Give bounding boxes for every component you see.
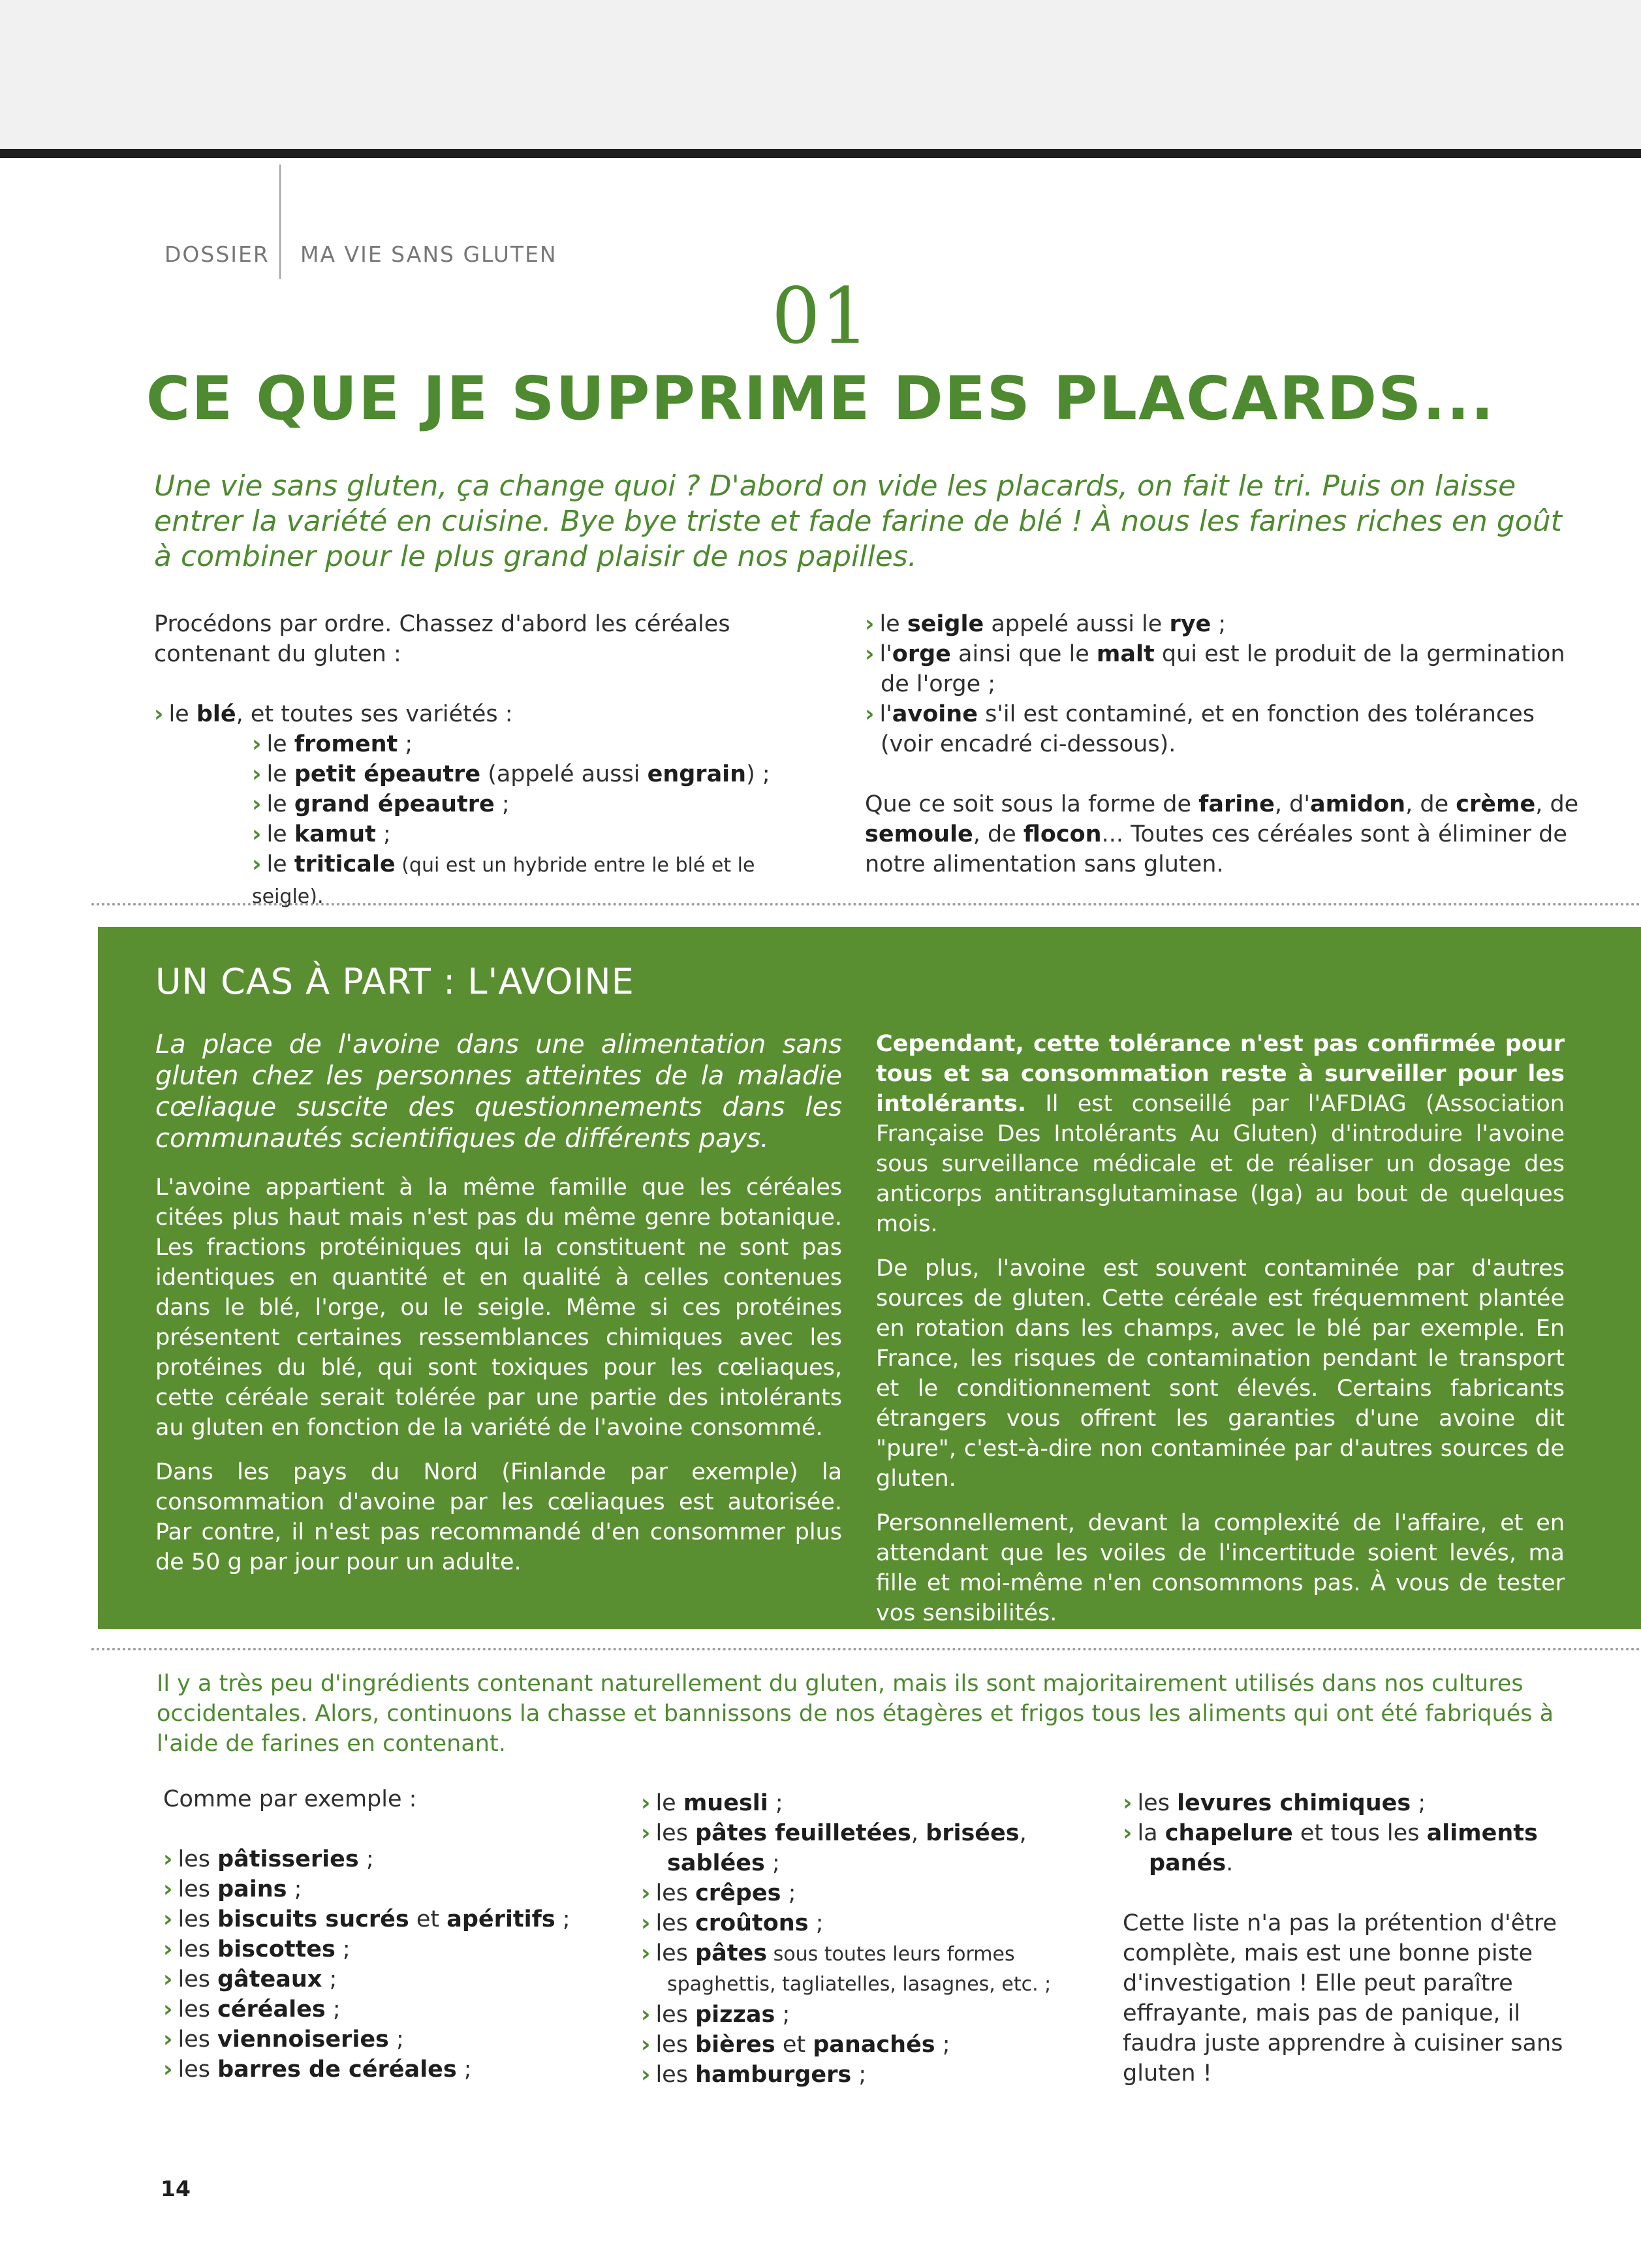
- dotted-divider: [91, 1648, 1641, 1650]
- examples-lead: Comme par exemple :: [163, 1786, 417, 1812]
- list-item: › les gâteaux ;: [163, 1966, 337, 1992]
- chevron-right-icon: ›: [865, 641, 875, 667]
- chevron-right-icon: ›: [163, 1966, 173, 1992]
- chevron-right-icon: ›: [163, 2026, 173, 2053]
- chevron-right-icon: ›: [865, 611, 875, 637]
- oats-paragraph: Dans les pays du Nord (Finlande par exemple) la consommation d'avoine par les cœliaques est autorisée. Par contre, il n'est pas recommandé d'en consommer plus de 50 g par jour pour un adulte.: [155, 1459, 842, 1575]
- list-item-continuation: spaghettis, tagliatelles, lasagnes, etc. ;: [667, 1973, 1052, 1996]
- list-item: › le froment ;: [252, 731, 413, 757]
- oats-paragraph: De plus, l'avoine est souvent contaminée par d'autres sources de gluten. Cette céréale est fréquemment plantée en rotation dans les champs, avec le blé par exemple. En France, les risques de contamination pendant le transport et le conditionnement sont élevés. Certains fabricants étrangers vous offrent les garanties d'une avoine dit "pure", c'est-à-dire non contaminée par d'autres sources de gluten.: [876, 1255, 1565, 1492]
- list-item: › les biscuits sucrés et apéritifs ;: [163, 1906, 570, 1932]
- list-item: › les pâtes feuilletées, brisées,: [641, 1820, 1027, 1846]
- list-item: › les croûtons ;: [641, 1910, 824, 1936]
- list-item: › le seigle appelé aussi le rye ;: [865, 611, 1227, 637]
- list-item: › les levures chimiques ;: [1123, 1790, 1426, 1816]
- chevron-right-icon: ›: [163, 2056, 173, 2083]
- list-item: › les barres de céréales ;: [163, 2056, 472, 2083]
- cereals-lead: Procédons par ordre. Chassez d'abord les céréales contenant du gluten :: [154, 611, 730, 667]
- list-item-continuation: (voir encadré ci-dessous).: [881, 731, 1176, 757]
- cereals-right-column: [865, 609, 1596, 879]
- chevron-right-icon: ›: [252, 821, 262, 847]
- list-item: › les pizzas ;: [641, 2002, 790, 2028]
- chevron-right-icon: ›: [154, 701, 164, 727]
- oats-paragraph: L'avoine appartient à la même famille que les céréales citées plus haut mais n'est pas du même genre botanique. Les fractions protéiniques qui la constituent ne sont pas identiques en quantité et en qualité à celles contenues dans le blé, l'orge, ou le seigle. Même si ces protéines présentent certaines ressemblances chimiques avec les protéines du blé, qui sont toxiques pour les cœliaques, cette céréale serait tolérée par une partie des intolérants au gluten en fonction de la variété de l'avoine consommé.: [155, 1174, 842, 1441]
- chevron-right-icon: ›: [252, 791, 262, 817]
- chevron-right-icon: ›: [1123, 1790, 1133, 1816]
- chevron-right-icon: ›: [641, 2002, 651, 2028]
- chevron-right-icon: ›: [163, 1996, 173, 2023]
- chevron-right-icon: ›: [252, 851, 262, 877]
- list-item: › le petit épeautre (appelé aussi engrain) ;: [252, 761, 770, 787]
- oats-paragraph: Personnellement, devant la complexité de l'affaire, et en attendant que les voiles de l'incertitude soient levés, ma fille et moi-même n'en consommons pas. À vous de tester vos sensibilités.: [876, 1510, 1565, 1626]
- list-item: › les hamburgers ;: [641, 2062, 867, 2088]
- chevron-right-icon: ›: [641, 1910, 651, 1936]
- list-item: › la chapelure et tous les aliments: [1123, 1820, 1538, 1846]
- list-item: › les crêpes ;: [641, 1880, 796, 1906]
- article-title: CE QUE JE SUPPRIME DES PLACARDS...: [146, 364, 1495, 433]
- list-item: › les pains ;: [163, 1876, 302, 1902]
- dotted-divider: [91, 903, 1641, 906]
- chevron-right-icon: ›: [641, 1880, 651, 1906]
- forms-paragraph: Que ce soit sous la forme de farine, d'amidon, de crème, de semoule, de flocon... Toutes ces céréales sont à éliminer de notre alimentation sans gluten.: [865, 791, 1579, 877]
- list-item: › l'avoine s'il est contaminé, et en fonction des tolérances: [865, 701, 1535, 727]
- list-item: › le muesli ;: [641, 1790, 783, 1816]
- oats-paragraph: Cependant, cette tolérance n'est pas confirmée pour tous et sa consommation reste à surveiller pour les intolérants. Il est conseillé par l'AFDIAG (Association Française Des Intolérants Au Gluten) d'introduire l'avoine sous surveillance médicale et de réaliser un dosage des anticorps antitransglutaminase (Iga) au bout de quelques mois.: [876, 1031, 1565, 1237]
- list-item: › les pâtisseries ;: [163, 1846, 374, 1872]
- oats-box-intro: La place de l'avoine dans une alimentation sans gluten chez les personnes atteintes de la maladie cœliaque suscite des questionnements dans les communautés scientifiques de différents pays.: [155, 1030, 842, 1154]
- header-divider: [279, 165, 281, 279]
- list-item: › l'orge ainsi que le malt qui est le produit de la germination: [865, 641, 1565, 667]
- list-item: › le blé, et toutes ses variétés :: [154, 701, 513, 727]
- chevron-right-icon: ›: [163, 1936, 173, 1962]
- list-item-continuation: panés.: [1149, 1850, 1234, 1876]
- chevron-right-icon: ›: [641, 1940, 651, 1966]
- article-number: 01: [771, 271, 870, 361]
- examples-column-2: [641, 1788, 1098, 2090]
- chevron-right-icon: ›: [641, 1790, 651, 1816]
- list-item: › les céréales ;: [163, 1996, 341, 2023]
- cereals-left-column: [154, 609, 807, 912]
- chevron-right-icon: ›: [252, 731, 262, 757]
- oats-box-left-column: [155, 1029, 842, 1592]
- subsection-label: MA VIE SANS GLUTEN: [300, 242, 557, 267]
- chevron-right-icon: ›: [163, 1846, 173, 1872]
- article-intro: Une vie sans gluten, ça change quoi ? D'abord on vide les placards, on fait le tri. Puis on laisse entrer la variété en cuisine. Bye bye triste et fade farine de blé ! À nous les farines riches en goût à combiner pour le plus grand plaisir de nos papilles.: [154, 469, 1562, 573]
- list-item-continuation: de l'orge ;: [881, 671, 996, 697]
- list-item-continuation: sablées ;: [667, 1850, 780, 1876]
- list-item: › les bières et panachés ;: [641, 2032, 950, 2058]
- chevron-right-icon: ›: [1123, 1820, 1133, 1846]
- page-top-edge: [0, 149, 1641, 158]
- chevron-right-icon: ›: [163, 1876, 173, 1902]
- chevron-right-icon: ›: [641, 2032, 651, 2058]
- list-item: › les biscottes ;: [163, 1936, 351, 1962]
- chevron-right-icon: ›: [641, 2062, 651, 2088]
- chevron-right-icon: ›: [865, 701, 875, 727]
- outro-paragraph: Il y a très peu d'ingrédients contenant naturellement du gluten, mais ils sont majoritairement utilisés dans nos cultures occidentales. Alors, continuons la chasse et bannissons de nos étagères et frigos tous les aliments qui ont été fabriqués à l'aide de farines en contenant.: [157, 1671, 1554, 1757]
- oats-box-title: UN CAS À PART : L'AVOINE: [155, 961, 634, 1002]
- examples-column-3: [1123, 1788, 1580, 2088]
- list-item: › le kamut ;: [252, 821, 391, 847]
- list-item: › les pâtes sous toutes leurs formes: [641, 1940, 1015, 1966]
- list-item: › le triticale (qui est un hybride entre le blé et le seigle).: [252, 851, 755, 908]
- list-note: Cette liste n'a pas la prétention d'être complète, mais est une bonne piste d'investigation ! Elle peut paraître effrayante, mais pas de panique, il faudra juste apprendre à cuisiner sans gluten !: [1123, 1910, 1563, 2087]
- chevron-right-icon: ›: [252, 761, 262, 787]
- scan-background: [0, 0, 1641, 149]
- chevron-right-icon: ›: [641, 1820, 651, 1846]
- examples-column-1: [163, 1784, 620, 2085]
- chevron-right-icon: ›: [163, 1906, 173, 1932]
- list-item: › les viennoiseries ;: [163, 2026, 404, 2053]
- list-item: › le grand épeautre ;: [252, 791, 510, 817]
- section-label: DOSSIER: [164, 242, 270, 267]
- page-number: 14: [161, 2176, 191, 2201]
- oats-box-right-column: [876, 1029, 1565, 1643]
